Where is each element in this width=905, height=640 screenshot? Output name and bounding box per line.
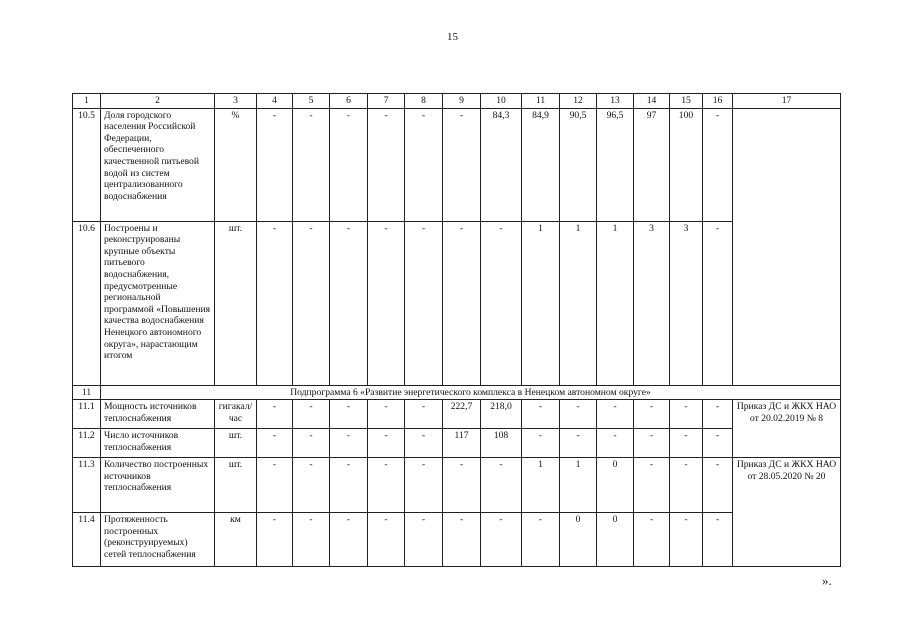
indicator-name: Доля городского населения Российской Федерации, обеспеченного качественной питьевой водой из систем централизованного водоснабжения [101, 108, 215, 221]
closing-quote-mark: ». [822, 573, 832, 588]
value-cell: - [597, 429, 634, 458]
header-cell: 7 [368, 94, 405, 109]
subprogram-row [73, 385, 841, 400]
value-cell: - [703, 108, 733, 221]
value-cell: - [634, 429, 670, 458]
value-cell: - [368, 458, 405, 513]
value-cell: 0 [597, 513, 634, 567]
value-cell: - [443, 108, 481, 221]
row-number: 10.5 [73, 108, 101, 221]
row-number: 11.3 [73, 458, 101, 513]
value-cell: - [330, 458, 368, 513]
value-cell: - [670, 400, 703, 429]
value-cell: 96,5 [597, 108, 634, 221]
value-cell: 117 [443, 429, 481, 458]
value-cell: - [330, 429, 368, 458]
value-cell: - [703, 513, 733, 567]
unit-cell: шт. [215, 429, 257, 458]
value-cell: 0 [597, 458, 634, 513]
indicator-name: Протяженность построенных (реконструируемых) сетей теплоснабжения [101, 513, 215, 567]
note-cell: Приказ ДС и ЖКХ НАО от 20.02.2019 № 8 [733, 400, 841, 458]
value-cell: - [522, 400, 560, 429]
header-cell: 12 [560, 94, 597, 109]
header-cell: 9 [443, 94, 481, 109]
value-cell: - [405, 400, 443, 429]
value-cell: 0 [560, 513, 597, 567]
value-cell: - [481, 458, 522, 513]
header-cell: 14 [634, 94, 670, 109]
value-cell: - [293, 108, 330, 221]
value-cell: 97 [634, 108, 670, 221]
value-cell: 3 [670, 221, 703, 385]
unit-cell: % [215, 108, 257, 221]
value-cell: - [293, 429, 330, 458]
table-row [73, 221, 841, 385]
value-cell: 218,0 [481, 400, 522, 429]
unit-cell: шт. [215, 458, 257, 513]
value-cell: 3 [634, 221, 670, 385]
value-cell: - [481, 221, 522, 385]
value-cell: - [634, 458, 670, 513]
table-row [73, 429, 841, 458]
value-cell: - [405, 458, 443, 513]
value-cell: - [481, 513, 522, 567]
value-cell: - [670, 513, 703, 567]
indicators-table [72, 93, 841, 567]
value-cell: 1 [597, 221, 634, 385]
header-cell: 11 [522, 94, 560, 109]
value-cell: - [257, 458, 293, 513]
value-cell: - [368, 513, 405, 567]
value-cell: - [368, 221, 405, 385]
value-cell: 1 [560, 221, 597, 385]
value-cell: - [293, 458, 330, 513]
value-cell: - [703, 429, 733, 458]
header-cell: 8 [405, 94, 443, 109]
value-cell: - [522, 513, 560, 567]
subprogram-title: Подпрограмма 6 «Развитие энергетического комплекса в Ненецком автономном округе» [101, 385, 841, 400]
value-cell: - [257, 400, 293, 429]
row-number: 11.2 [73, 429, 101, 458]
value-cell: - [330, 513, 368, 567]
value-cell: 108 [481, 429, 522, 458]
value-cell: - [703, 221, 733, 385]
header-cell: 3 [215, 94, 257, 109]
value-cell: 90,5 [560, 108, 597, 221]
table-row [73, 513, 841, 567]
header-cell: 2 [101, 94, 215, 109]
value-cell: - [703, 458, 733, 513]
header-cell: 5 [293, 94, 330, 109]
row-number: 10.6 [73, 221, 101, 385]
header-cell: 15 [670, 94, 703, 109]
header-cell: 13 [597, 94, 634, 109]
value-cell: - [293, 221, 330, 385]
page-number: 15 [447, 31, 458, 43]
value-cell: 84,3 [481, 108, 522, 221]
value-cell: - [293, 513, 330, 567]
value-cell: - [703, 400, 733, 429]
value-cell: - [257, 108, 293, 221]
header-cell: 6 [330, 94, 368, 109]
header-cell: 4 [257, 94, 293, 109]
value-cell: - [405, 429, 443, 458]
value-cell: - [330, 221, 368, 385]
value-cell: 1 [522, 221, 560, 385]
header-cell: 10 [481, 94, 522, 109]
unit-cell: шт. [215, 221, 257, 385]
header-cell: 1 [73, 94, 101, 109]
value-cell: - [670, 429, 703, 458]
value-cell: - [257, 221, 293, 385]
header-cell: 17 [733, 94, 841, 109]
unit-cell: км [215, 513, 257, 567]
value-cell: 84,9 [522, 108, 560, 221]
value-cell: - [443, 221, 481, 385]
indicator-name: Мощность источников теплоснабжения [101, 400, 215, 429]
value-cell: - [405, 221, 443, 385]
value-cell: 1 [522, 458, 560, 513]
row-number: 11.4 [73, 513, 101, 567]
value-cell: - [405, 513, 443, 567]
value-cell: - [330, 400, 368, 429]
value-cell: - [560, 400, 597, 429]
indicator-name: Построены и реконструированы крупные объекты питьевого водоснабжения, предусмотренные региональной программой «Повышения качества водоснабжения Ненецкого автономного округа», нарастающим итогом [101, 221, 215, 385]
indicator-name: Число источников теплоснабжения [101, 429, 215, 458]
value-cell: - [257, 513, 293, 567]
value-cell: - [670, 458, 703, 513]
note-cell: Приказ ДС и ЖКХ НАО от 28.05.2020 № 20 [733, 458, 841, 567]
value-cell: - [405, 108, 443, 221]
value-cell: - [634, 513, 670, 567]
value-cell: - [560, 429, 597, 458]
value-cell: - [368, 108, 405, 221]
table-row [73, 400, 841, 429]
table-row [73, 458, 841, 513]
unit-cell: гигакал/ час [215, 400, 257, 429]
value-cell: - [257, 429, 293, 458]
value-cell: - [597, 400, 634, 429]
value-cell: 1 [560, 458, 597, 513]
note-cell-empty [733, 108, 841, 385]
header-row [73, 94, 841, 109]
table-row [73, 108, 841, 221]
value-cell: - [368, 429, 405, 458]
row-number: 11.1 [73, 400, 101, 429]
header-cell: 16 [703, 94, 733, 109]
value-cell: - [293, 400, 330, 429]
value-cell: - [443, 458, 481, 513]
value-cell: - [522, 429, 560, 458]
value-cell: - [330, 108, 368, 221]
value-cell: - [443, 513, 481, 567]
value-cell: 100 [670, 108, 703, 221]
value-cell: - [368, 400, 405, 429]
row-number: 11 [73, 385, 101, 400]
indicator-name: Количество построенных источников теплоснабжения [101, 458, 215, 513]
value-cell: 222,7 [443, 400, 481, 429]
value-cell: - [634, 400, 670, 429]
